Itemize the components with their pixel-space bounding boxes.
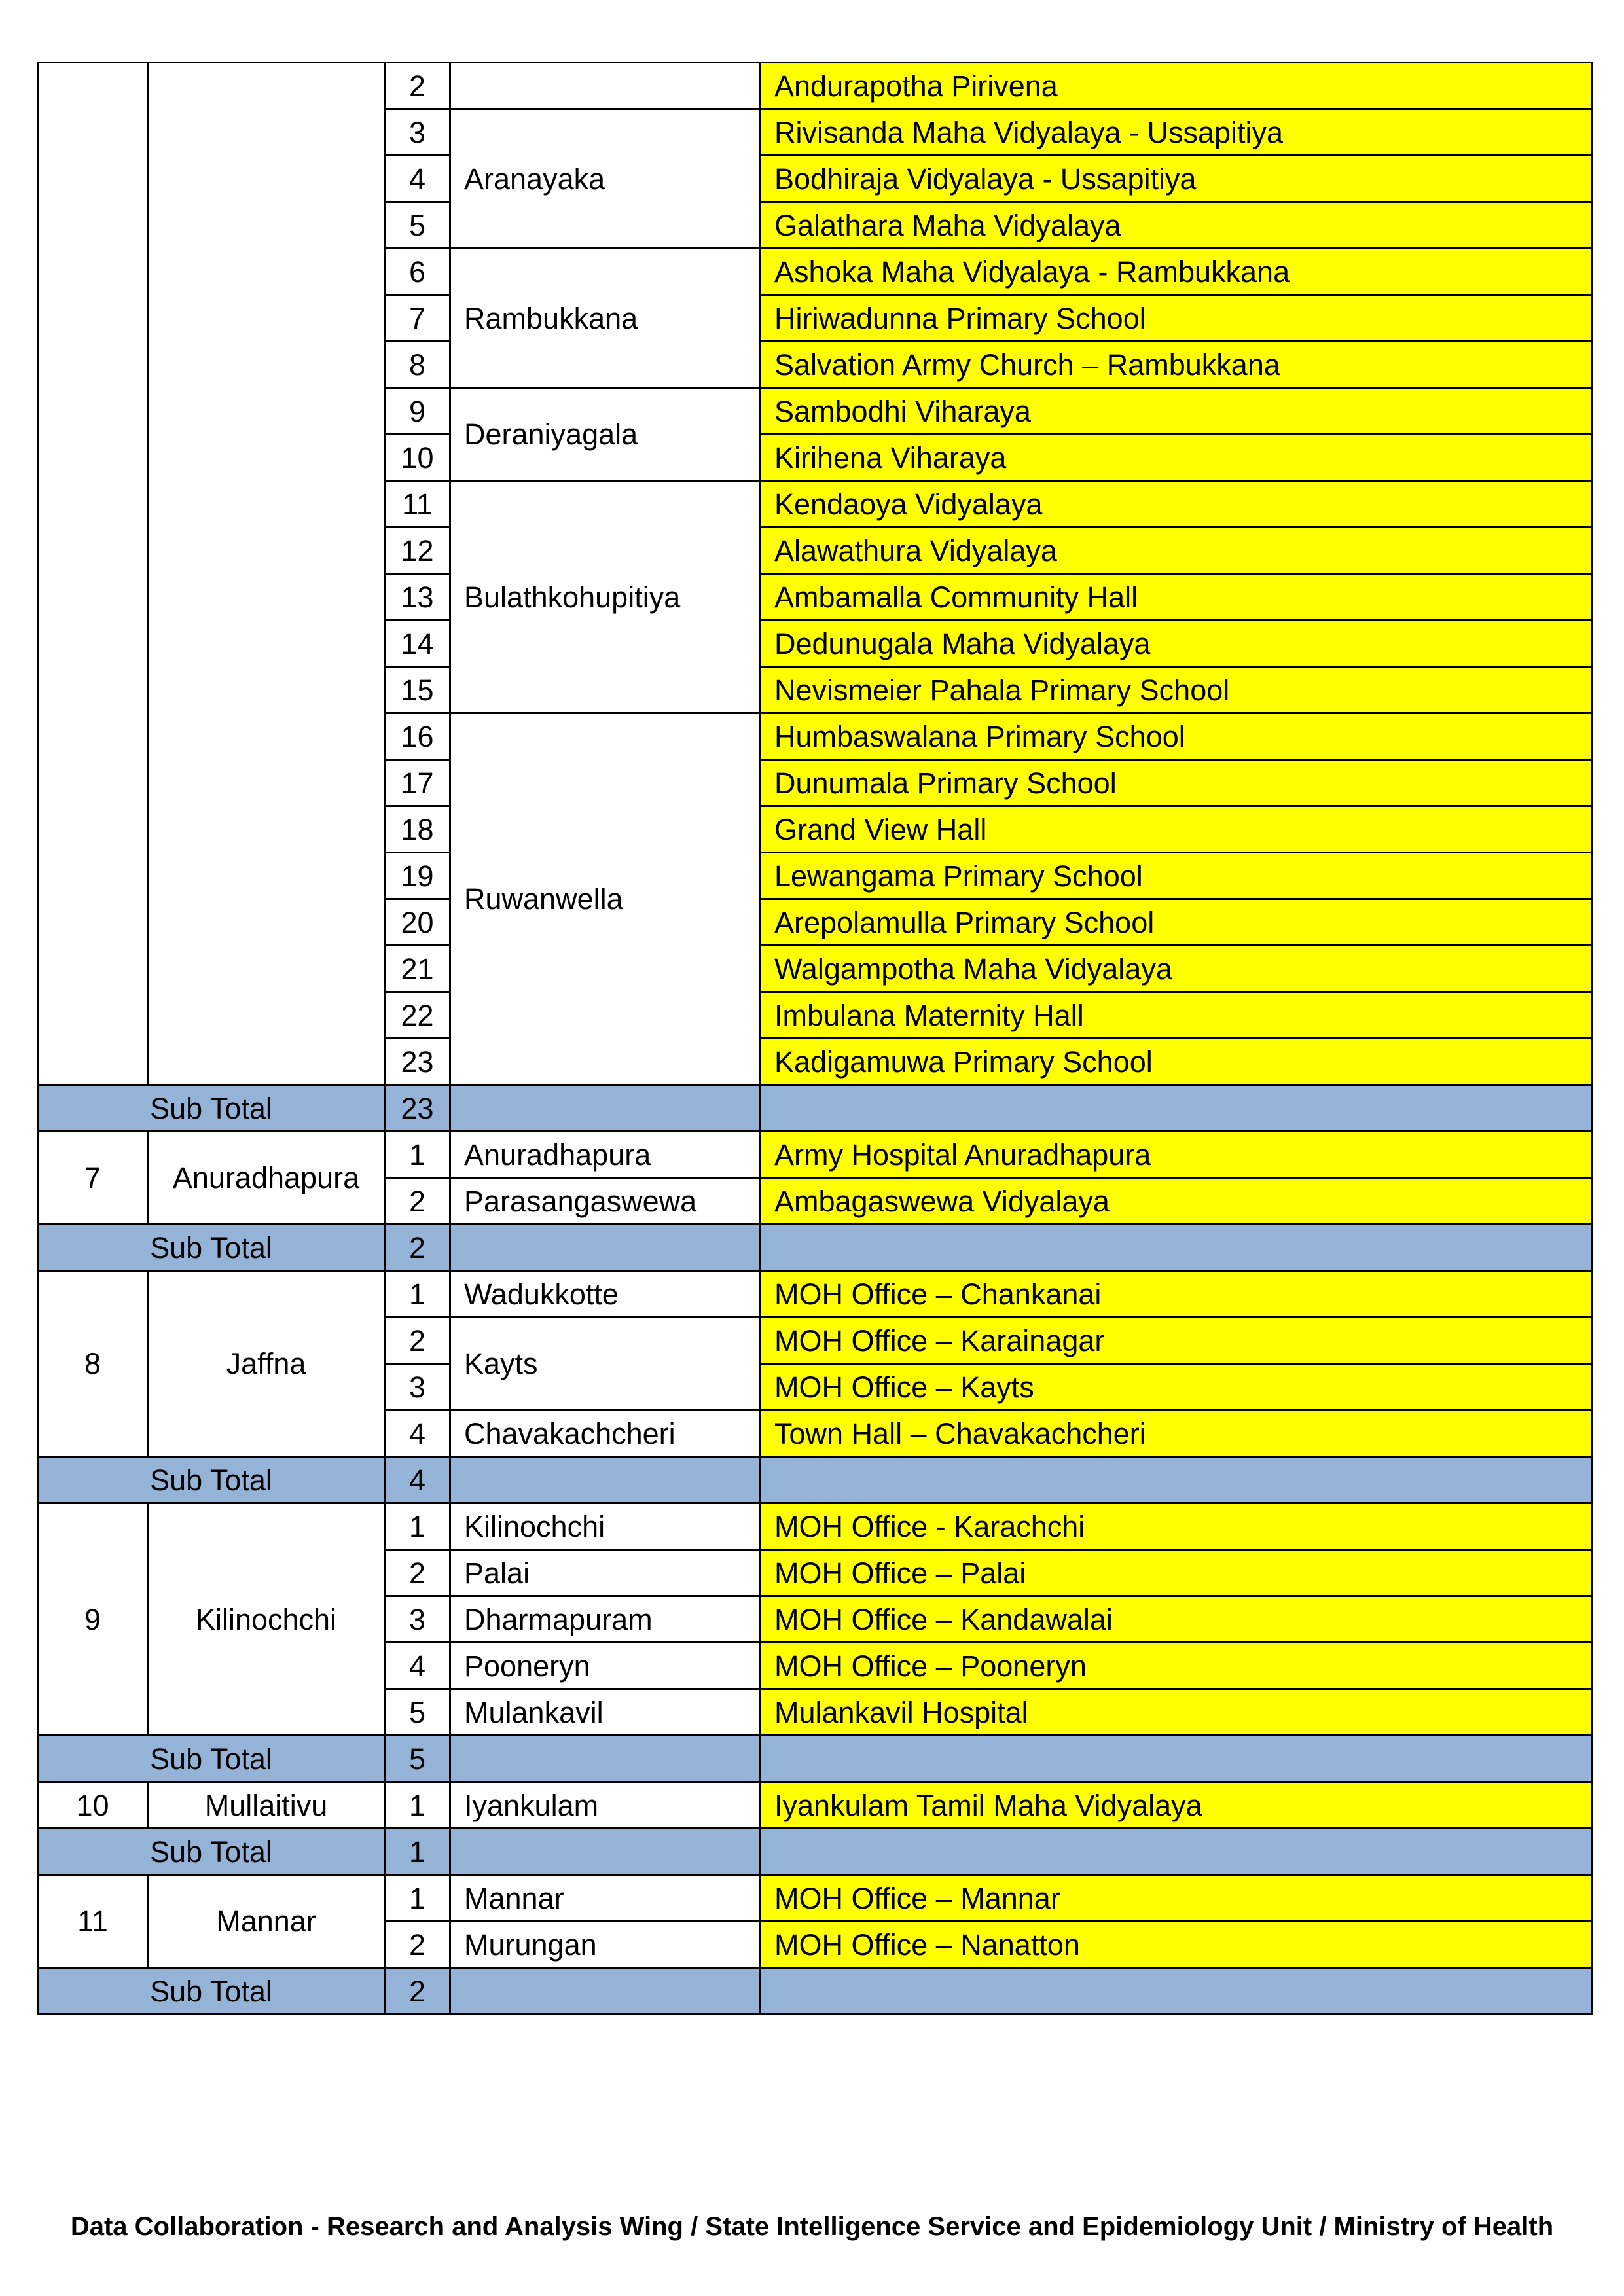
- row-number: 2: [385, 1318, 450, 1364]
- school-name: MOH Office - Karachchi: [761, 1503, 1592, 1550]
- subtotal-label: Sub Total: [38, 1829, 385, 1875]
- division-name: Mulankavil: [450, 1689, 761, 1736]
- district-number: 8: [38, 1271, 148, 1457]
- district-name: Jaffna: [148, 1271, 385, 1457]
- school-name: Humbaswalana Primary School: [761, 713, 1592, 760]
- row-number: 19: [385, 853, 450, 899]
- row-number: 2: [385, 1550, 450, 1596]
- division-name: Mannar: [450, 1875, 761, 1922]
- division-name: Bulathkohupitiya: [450, 481, 761, 713]
- row-number: 5: [385, 1689, 450, 1736]
- division-name: Rambukkana: [450, 249, 761, 388]
- school-name: Rivisanda Maha Vidyalaya - Ussapitiya: [761, 109, 1592, 156]
- school-name: Ambagaswewa Vidyalaya: [761, 1178, 1592, 1225]
- row-number: 9: [385, 388, 450, 435]
- row-number: 2: [385, 1178, 450, 1225]
- row-number: 2: [385, 63, 450, 109]
- district-name: [148, 63, 385, 1085]
- school-name: Andurapotha Pirivena: [761, 63, 1592, 109]
- subtotal-empty-cell: [450, 1968, 761, 2015]
- district-number: 10: [38, 1782, 148, 1829]
- school-name: Galathara Maha Vidyalaya: [761, 202, 1592, 249]
- school-name: Bodhiraja Vidyalaya - Ussapitiya: [761, 156, 1592, 202]
- row-number: 8: [385, 342, 450, 388]
- table-row: [38, 1875, 1592, 1922]
- division-name: Anuradhapura: [450, 1132, 761, 1178]
- school-name: Arepolamulla Primary School: [761, 899, 1592, 946]
- school-name: Grand View Hall: [761, 806, 1592, 853]
- division-name: Pooneryn: [450, 1643, 761, 1689]
- row-number: 3: [385, 1364, 450, 1410]
- subtotal-label: Sub Total: [38, 1457, 385, 1503]
- school-name: Dunumala Primary School: [761, 760, 1592, 806]
- row-number: 23: [385, 1039, 450, 1085]
- row-number: 3: [385, 109, 450, 156]
- division-name: Dharmapuram: [450, 1596, 761, 1643]
- row-number: 15: [385, 667, 450, 713]
- row-number: 11: [385, 481, 450, 528]
- school-name: MOH Office – Pooneryn: [761, 1643, 1592, 1689]
- subtotal-empty-cell: [761, 1829, 1592, 1875]
- school-name: Hiriwadunna Primary School: [761, 295, 1592, 342]
- row-number: 14: [385, 620, 450, 667]
- school-name: Ashoka Maha Vidyalaya - Rambukkana: [761, 249, 1592, 295]
- subtotal-empty-cell: [761, 1968, 1592, 2015]
- subtotal-label: Sub Total: [38, 1085, 385, 1132]
- district-name: Mullaitivu: [148, 1782, 385, 1829]
- row-number: 13: [385, 574, 450, 620]
- row-number: 1: [385, 1503, 450, 1550]
- footer-credit: Data Collaboration - Research and Analysis Wing / State Intelligence Service and Epidemiology Unit / Ministry of Health: [70, 2212, 1554, 2241]
- row-number: 4: [385, 1643, 450, 1689]
- subtotal-empty-cell: [761, 1736, 1592, 1782]
- schools-table-body: [38, 63, 1592, 2015]
- division-name: Wadukkotte: [450, 1271, 761, 1318]
- school-name: Walgampotha Maha Vidyalaya: [761, 946, 1592, 992]
- subtotal-value: 1: [385, 1829, 450, 1875]
- table-row: [38, 1132, 1592, 1178]
- school-name: MOH Office – Kayts: [761, 1364, 1592, 1410]
- division-name: [450, 63, 761, 109]
- district-name: Anuradhapura: [148, 1132, 385, 1225]
- subtotal-row: [38, 1968, 1592, 2015]
- district-name: Kilinochchi: [148, 1503, 385, 1736]
- school-name: MOH Office – Karainagar: [761, 1318, 1592, 1364]
- subtotal-row: [38, 1085, 1592, 1132]
- school-name: Imbulana Maternity Hall: [761, 992, 1592, 1039]
- division-name: Ruwanwella: [450, 713, 761, 1085]
- district-number: 7: [38, 1132, 148, 1225]
- school-name: MOH Office – Kandawalai: [761, 1596, 1592, 1643]
- row-number: 18: [385, 806, 450, 853]
- school-name: Sambodhi Viharaya: [761, 388, 1592, 435]
- school-name: Dedunugala Maha Vidyalaya: [761, 620, 1592, 667]
- subtotal-value: 2: [385, 1225, 450, 1271]
- school-name: Kadigamuwa Primary School: [761, 1039, 1592, 1085]
- subtotal-value: 23: [385, 1085, 450, 1132]
- school-name: Town Hall – Chavakachcheri: [761, 1410, 1592, 1457]
- school-name: Alawathura Vidyalaya: [761, 528, 1592, 574]
- school-name: Army Hospital Anuradhapura: [761, 1132, 1592, 1178]
- row-number: 1: [385, 1782, 450, 1829]
- division-name: Kayts: [450, 1318, 761, 1410]
- subtotal-value: 5: [385, 1736, 450, 1782]
- table-row: [38, 1782, 1592, 1829]
- row-number: 1: [385, 1132, 450, 1178]
- row-number: 1: [385, 1271, 450, 1318]
- row-number: 16: [385, 713, 450, 760]
- row-number: 6: [385, 249, 450, 295]
- row-number: 20: [385, 899, 450, 946]
- subtotal-empty-cell: [450, 1457, 761, 1503]
- district-name: Mannar: [148, 1875, 385, 1968]
- subtotal-empty-cell: [761, 1085, 1592, 1132]
- table-row: [38, 1271, 1592, 1318]
- district-number: [38, 63, 148, 1085]
- subtotal-row: [38, 1829, 1592, 1875]
- division-name: Iyankulam: [450, 1782, 761, 1829]
- row-number: 7: [385, 295, 450, 342]
- school-name: Nevismeier Pahala Primary School: [761, 667, 1592, 713]
- division-name: Aranayaka: [450, 109, 761, 249]
- row-number: 1: [385, 1875, 450, 1922]
- row-number: 2: [385, 1922, 450, 1968]
- subtotal-empty-cell: [450, 1829, 761, 1875]
- row-number: 3: [385, 1596, 450, 1643]
- subtotal-row: [38, 1736, 1592, 1782]
- row-number: 10: [385, 435, 450, 481]
- subtotal-value: 4: [385, 1457, 450, 1503]
- subtotal-label: Sub Total: [38, 1225, 385, 1271]
- school-name: Mulankavil Hospital: [761, 1689, 1592, 1736]
- school-name: MOH Office – Chankanai: [761, 1271, 1592, 1318]
- school-name: MOH Office – Palai: [761, 1550, 1592, 1596]
- division-name: Palai: [450, 1550, 761, 1596]
- division-name: Murungan: [450, 1922, 761, 1968]
- division-name: Kilinochchi: [450, 1503, 761, 1550]
- row-number: 21: [385, 946, 450, 992]
- subtotal-label: Sub Total: [38, 1968, 385, 2015]
- school-name: Salvation Army Church – Rambukkana: [761, 342, 1592, 388]
- subtotal-empty-cell: [450, 1085, 761, 1132]
- school-name: Kirihena Viharaya: [761, 435, 1592, 481]
- row-number: 4: [385, 1410, 450, 1457]
- subtotal-empty-cell: [761, 1457, 1592, 1503]
- division-name: Chavakachcheri: [450, 1410, 761, 1457]
- subtotal-row: [38, 1225, 1592, 1271]
- row-number: 5: [385, 202, 450, 249]
- school-name: Ambamalla Community Hall: [761, 574, 1592, 620]
- subtotal-empty-cell: [450, 1225, 761, 1271]
- row-number: 12: [385, 528, 450, 574]
- division-name: Parasangaswewa: [450, 1178, 761, 1225]
- division-name: Deraniyagala: [450, 388, 761, 481]
- school-name: MOH Office – Nanatton: [761, 1922, 1592, 1968]
- row-number: 4: [385, 156, 450, 202]
- subtotal-value: 2: [385, 1968, 450, 2015]
- school-name: Iyankulam Tamil Maha Vidyalaya: [761, 1782, 1592, 1829]
- subtotal-empty-cell: [450, 1736, 761, 1782]
- row-number: 17: [385, 760, 450, 806]
- row-number: 22: [385, 992, 450, 1039]
- school-name: Kendaoya Vidyalaya: [761, 481, 1592, 528]
- subtotal-row: [38, 1457, 1592, 1503]
- subtotal-label: Sub Total: [38, 1736, 385, 1782]
- district-number: 11: [38, 1875, 148, 1968]
- table-row: [38, 1503, 1592, 1550]
- school-name: Lewangama Primary School: [761, 853, 1592, 899]
- table-row: [38, 63, 1592, 109]
- schools-table: [37, 62, 1593, 2015]
- subtotal-empty-cell: [761, 1225, 1592, 1271]
- school-name: MOH Office – Mannar: [761, 1875, 1592, 1922]
- district-number: 9: [38, 1503, 148, 1736]
